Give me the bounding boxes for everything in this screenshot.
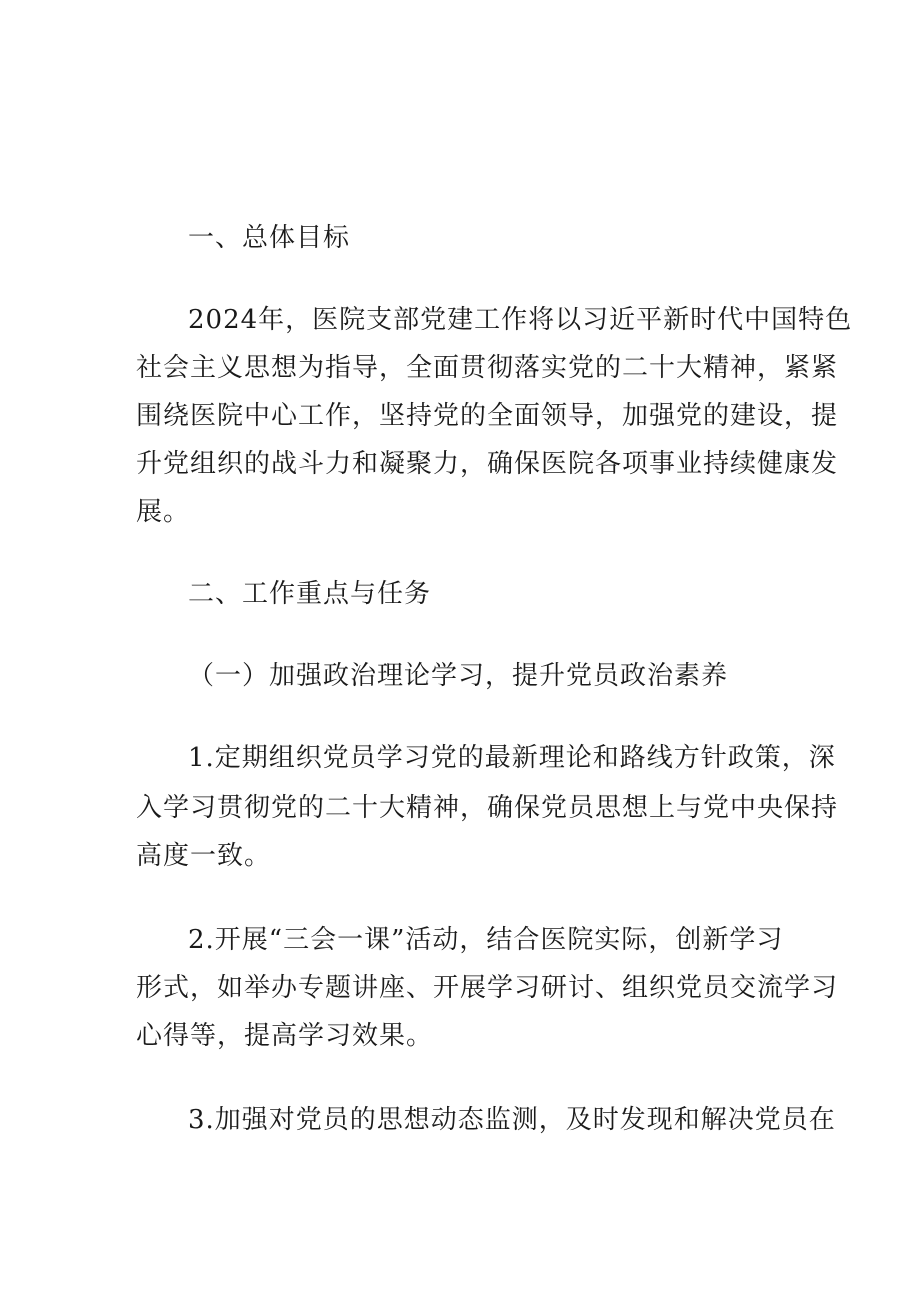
- paragraph-line: 2024年，医院支部党建工作将以习近平新时代中国特色: [188, 305, 853, 335]
- paragraph-line: 社会主义思想为指导，全面贯彻落实党的二十大精神，紧紧: [136, 353, 839, 383]
- paragraph-line: 展。: [136, 497, 191, 527]
- section-heading-overall-goal: 一、总体目标: [188, 223, 351, 253]
- list-item-line: 入学习贯彻党的二十大精神，确保党员思想上与党中央保持: [136, 793, 839, 823]
- subsection-heading: （一）加强政治理论学习，提升党员政治素养: [188, 661, 729, 691]
- list-item-line: 形式，如举办专题讲座、开展学习研讨、组织党员交流学习: [136, 973, 839, 1003]
- paragraph-line: 围绕医院中心工作，坚持党的全面领导，加强党的建设，提: [136, 401, 839, 431]
- list-item-line: 高度一致。: [136, 841, 272, 871]
- section-heading-key-tasks: 二、工作重点与任务: [188, 579, 432, 609]
- list-item-line: 1.定期组织党员学习党的最新理论和路线方针政策，深: [188, 743, 836, 773]
- list-item-line: 3.加强对党员的思想动态监测，及时发现和解决党员在: [188, 1105, 836, 1135]
- paragraph-line: 升党组织的战斗力和凝聚力，确保医院各项事业持续健康发: [136, 449, 839, 479]
- list-item-line: 心得等，提高学习效果。: [136, 1021, 434, 1051]
- list-item-line: 2.开展“三会一课”活动，结合医院实际，创新学习: [188, 925, 784, 955]
